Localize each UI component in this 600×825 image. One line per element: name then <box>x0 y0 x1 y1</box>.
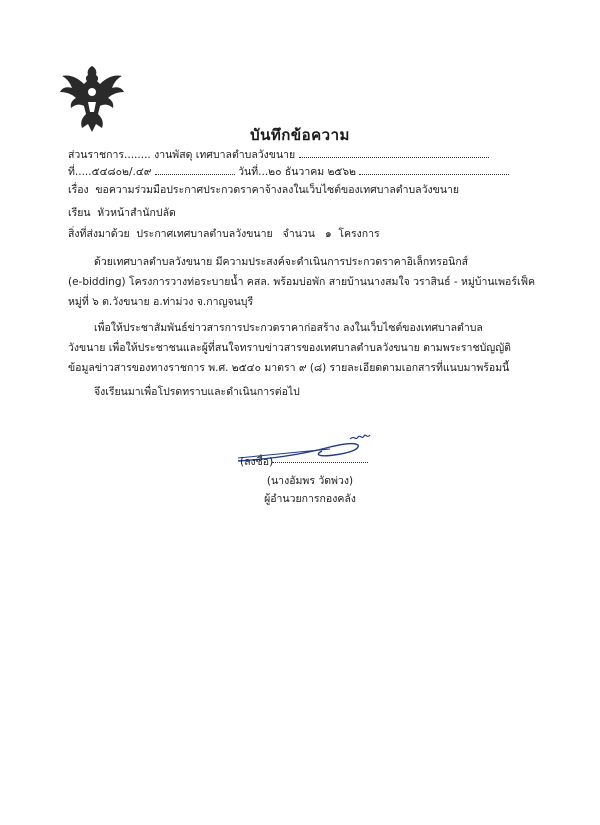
para2-line2: วังขนาย เพื่อให้ประชาชนและผู้ที่สนใจทราบข่าวสารของเทศบาลตำบลวังขนาย ตามพระราชบัญญัติ <box>68 342 511 354</box>
to-value: หัวหน้าสำนักปลัด <box>97 207 176 219</box>
subject-value: ขอความร่วมมือประกาศประกวดราคาจ้างลงในเว็บไซต์ของเทศบาลตำบลวังขนาย <box>95 184 460 196</box>
enclosure-count-label: จำนวน <box>282 228 315 240</box>
closing-line: จึงเรียนมาเพื่อโปรดทราบและดำเนินการต่อไป <box>94 386 300 398</box>
para1-line3: หมู่ที่ ๖ ต.วังขนาย อ.ท่าม่วง จ.กาญจนบุรี <box>68 296 254 308</box>
to-line <box>68 204 176 221</box>
signer-position: ผู้อำนวยการกองคลัง <box>264 493 356 505</box>
para2-line1: เพื่อให้ประชาสัมพันธ์ข่าวสารการประกวดราคาก่อสร้าง ลงในเว็บไซต์ของเทศบาลตำบล <box>94 322 483 334</box>
para2-line3: ข้อมูลข่าวสารของทางราชการ พ.ศ. ๒๕๔๐ มาตรา ๙ (๘) รายละเอียดตามเอกสารที่แนบมาพร้อมนี้ <box>68 362 510 374</box>
subject-line <box>68 181 459 198</box>
body-paragraph-1 <box>68 252 543 312</box>
enclosure-line <box>68 225 380 242</box>
enclosure-value: ประกาศเทศบาลตำบลวังขนาย <box>136 228 273 240</box>
enclosure-label: สิ่งที่ส่งมาด้วย <box>68 228 130 240</box>
reference-line <box>68 163 509 180</box>
sign-label: (ลงชื่อ) <box>240 456 274 468</box>
para1-line1: ด้วยเทศบาลตำบลวังขนาย มีความประสงค์จะดำเนินการประกวดราคาอิเล็กทรอนิกส์ <box>94 256 469 268</box>
enclosure-unit: โครงการ <box>338 228 380 240</box>
signer-name: (นางอัมพร วัดพ่วง) <box>266 475 354 487</box>
date-value: ๒๐ ธันวาคม ๒๕๖๒ <box>268 166 356 178</box>
signature-dotted-line <box>272 462 368 463</box>
to-label: เรียน <box>68 207 91 219</box>
body-paragraph-2 <box>68 318 543 378</box>
enclosure-count: ๑ <box>325 228 332 240</box>
department-value: งานพัสดุ เทศบาลตำบลวังขนาย <box>150 149 296 161</box>
date-label: วันที่... <box>238 166 269 178</box>
memo-title: บันทึกข้อความ <box>250 126 350 144</box>
department-label: ส่วนราชการ........ <box>68 149 151 161</box>
ref-value: ๕๔๘๐๒/.๔๙ <box>91 166 152 178</box>
para1-line2: (e-bidding) โครงการวางท่อระบายน้ำ คสล. พร้อมบ่อพัก สายบ้านนางสมใจ วราสินธ์ - หมู่บ้านเพอร์เฟ็ค <box>68 276 536 288</box>
subject-label: เรื่อง <box>68 184 89 196</box>
ref-label: ที่..... <box>68 166 92 178</box>
department-line <box>68 146 489 163</box>
